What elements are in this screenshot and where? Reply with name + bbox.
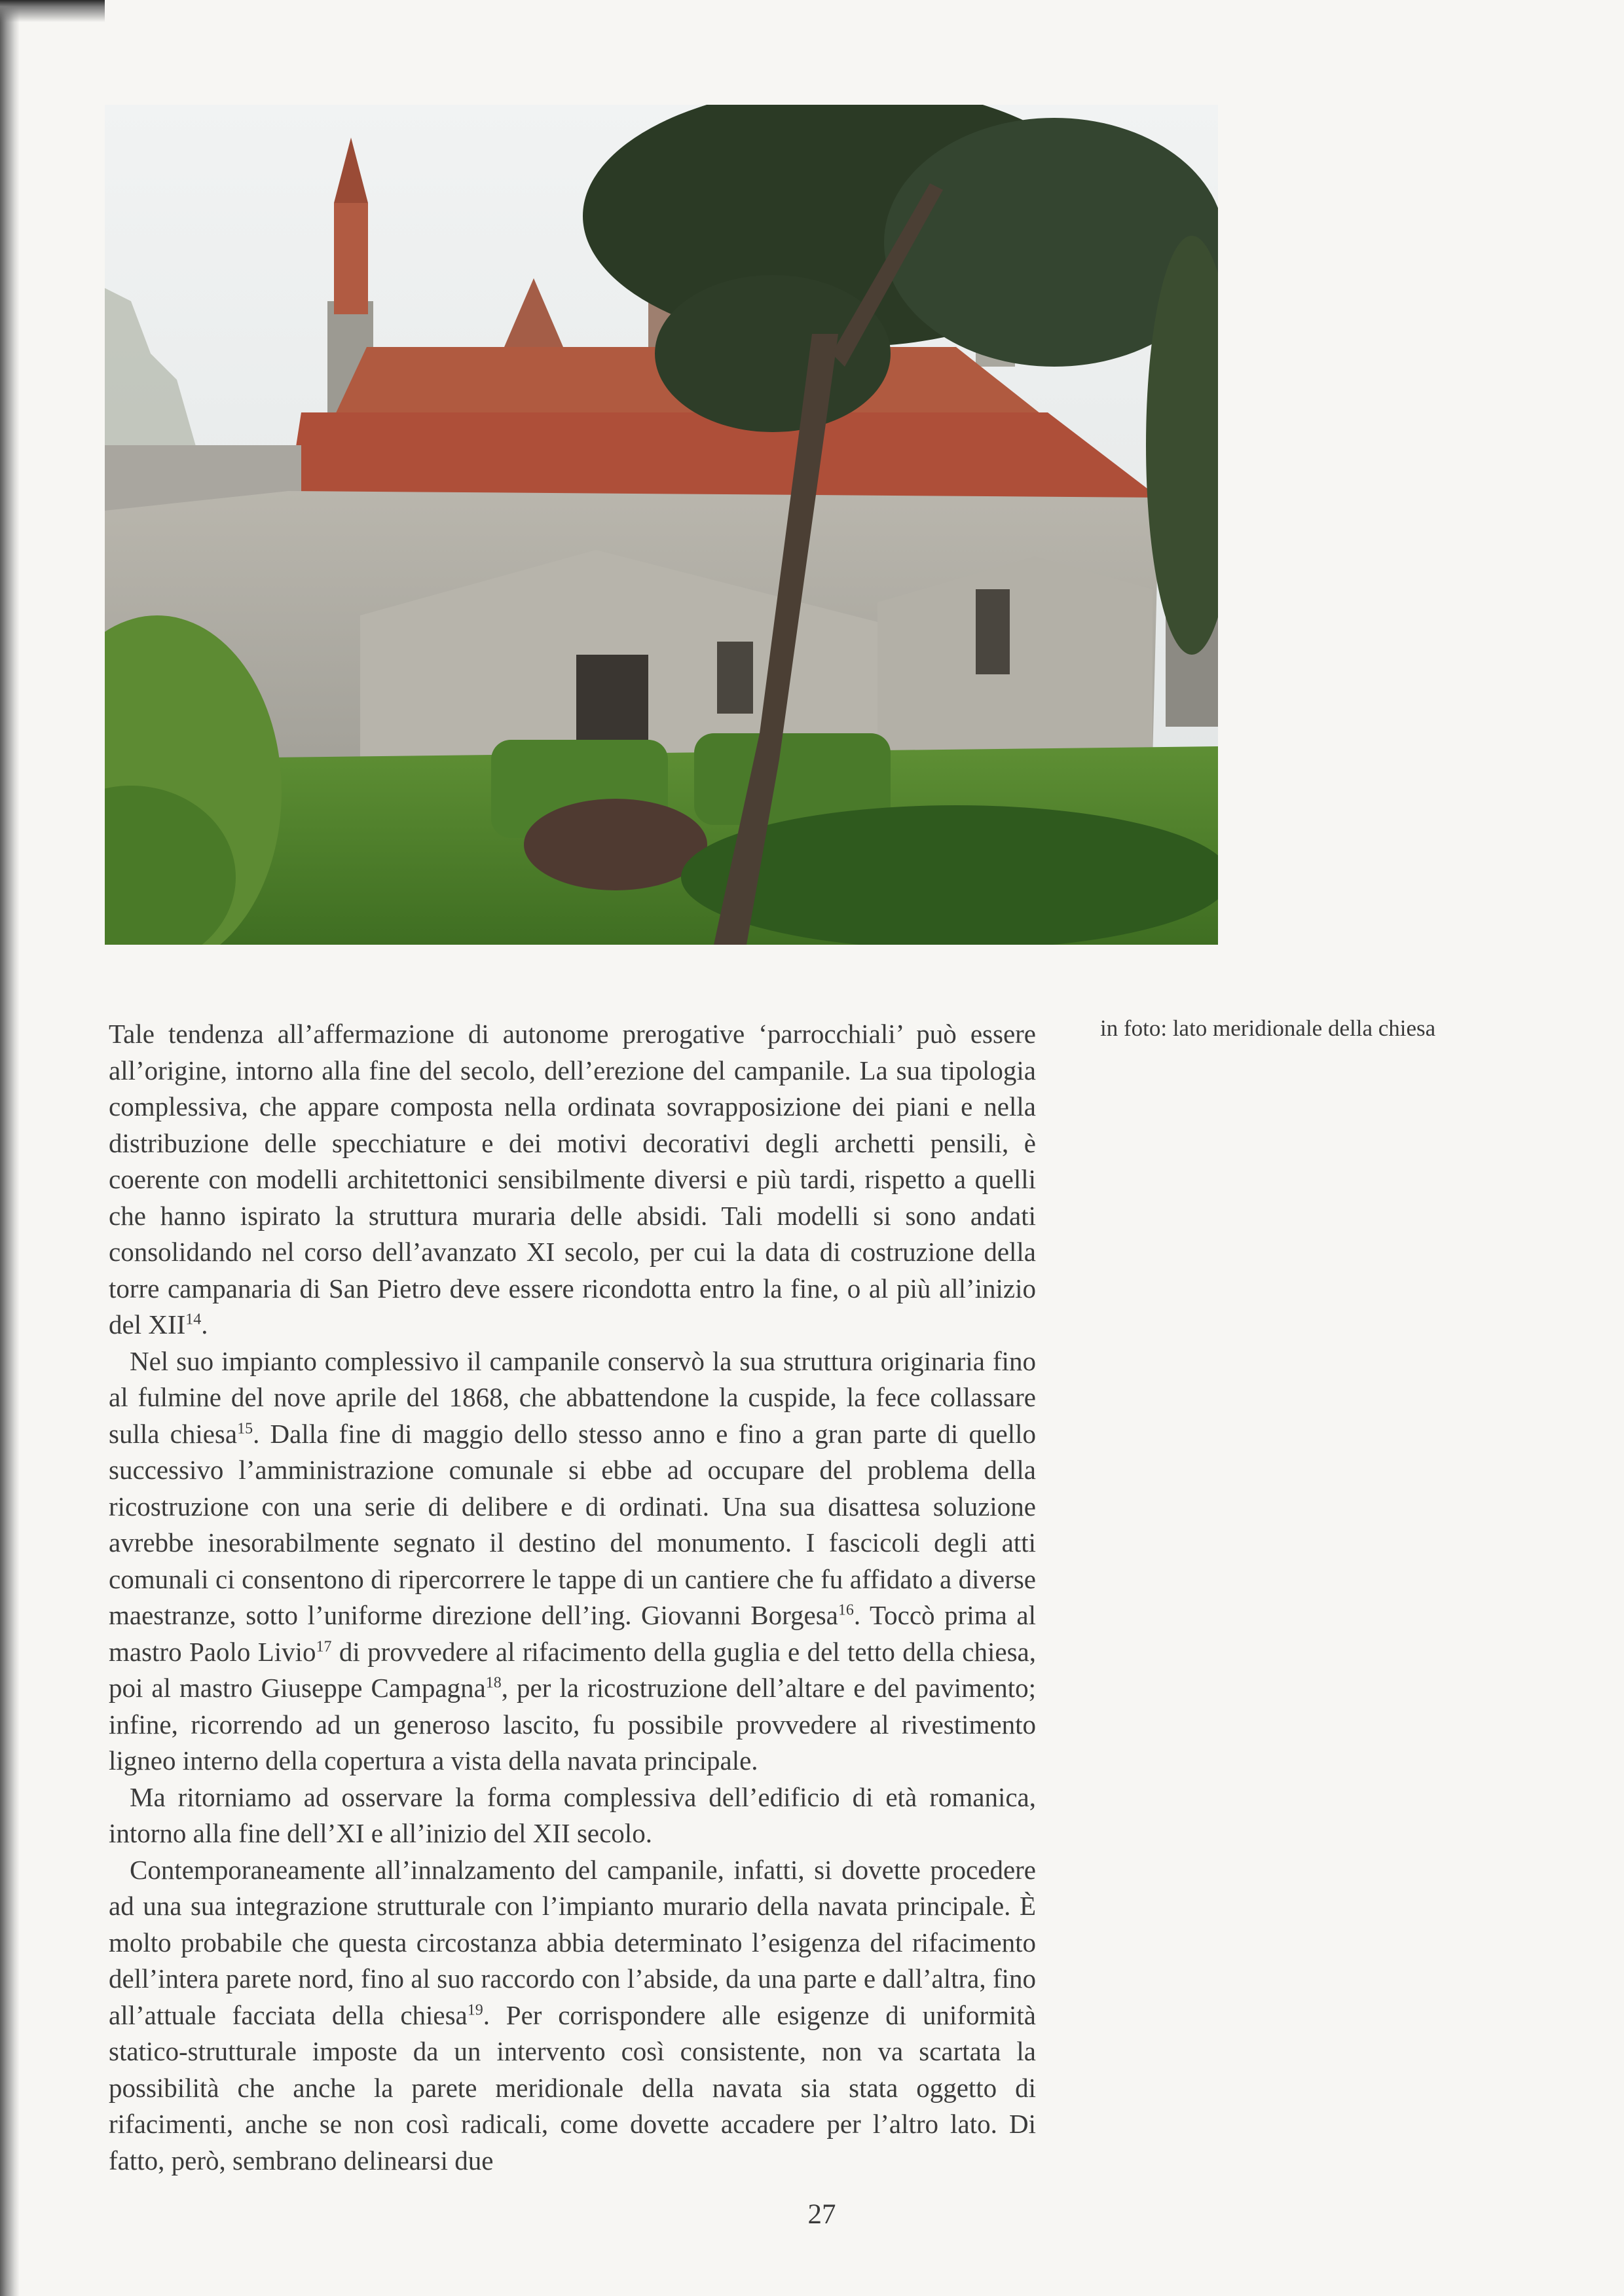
text-run: . Per corrispondere alle esigenze di uniformità statico-strutturale imposte da un intervento così consistente, non va scartata la possibilità che anche la parete meridionale della navata sia stata oggetto di rifacimenti, anche se non così radicali, come dovette accadere per l’altro lato. Di fatto, però, sembrano delinearsi due — [109, 1999, 1036, 2176]
text-run: . Toccò prima al mastro Paolo Livio — [109, 1600, 1036, 1667]
paragraph — [109, 1343, 1036, 1779]
footnote-ref: 15 — [237, 1419, 253, 1437]
footnote-ref: 14 — [185, 1311, 202, 1328]
body-text — [109, 1016, 1036, 2179]
church-photo — [105, 105, 1218, 945]
footnote-ref: 17 — [316, 1637, 332, 1655]
text-run: . Dalla fine di maggio dello stesso anno e fino a gran parte di quello successivo l’amministrazione comunale si ebbe ad occupare del problema della ricostruzione con una serie di delibere e di ordinati. Una sua disattesa soluzione avrebbe inesorabilmente segnato il destino del monumento. I fascicoli degli atti comunali ci consentono di ripercorrere le tappe di un cantiere che fu affidato a diverse maestranze, sotto l’uniforme direzione dell’ing. Giovanni Borgesa — [109, 1418, 1036, 1630]
binding-shadow — [0, 0, 20, 2296]
page-number: 27 — [807, 2199, 836, 2230]
text-run: . — [201, 1309, 208, 1339]
text-run: di provvedere al rifacimento della guglia e del tetto della chiesa, poi al mastro Giuseppe Campagna — [109, 1636, 1036, 1703]
footnote-ref: 16 — [838, 1601, 854, 1619]
photo-caption: in foto: lato meridionale della chiesa — [1100, 1015, 1436, 1041]
paragraph — [109, 1016, 1036, 1343]
scan-edge-shadow — [0, 0, 105, 22]
text-run: Nel suo impianto complessivo il campanile conservò la sua struttura originaria fino al fulmine del nove aprile del 1868, che abbattendone la cuspide, la fece collassare sulla chiesa — [109, 1345, 1036, 1449]
footnote-ref: 19 — [467, 2001, 483, 2018]
text-run: Ma ritorniamo ad osservare la forma complessiva dell’edificio di età romanica, intorno alla fine dell’XI e all’inizio del XII secolo. — [109, 1781, 1036, 1848]
paragraph — [109, 1779, 1036, 1852]
text-run: , per la ricostruzione dell’altare e del pavimento; infine, ricorrendo ad un generoso lascito, fu possibile provvedere al rivestimento ligneo interno della copertura a vista della navata principale. — [109, 1673, 1036, 1776]
footnote-ref: 18 — [485, 1674, 502, 1692]
text-run: Contemporaneamente all’innalzamento del campanile, infatti, si dovette procedere ad una sua integrazione strutturale con l’impianto murario della navata principale. È molto probabile che questa circostanza abbia determinato l’esigenza del rifacimento dell’intera parete nord, fino al suo raccordo con l’abside, da una parte e dall’altra, fino all’attuale facciata della chiesa — [109, 1854, 1036, 2030]
text-run: Tale tendenza all’affermazione di autonome prerogative ‘parrocchiali’ può essere all’origine, intorno alla fine del secolo, dell’erezione del campanile. La sua tipologia complessiva, che appare composta nella ordinata sovrapposizione dei piani e nella distribuzione delle specchiature e dei motivi decorativi degli archetti pensili, è coerente con modelli architettonici sensibilmente diversi e più tardi, rispetto a quelli che hanno ispirato la struttura muraria delle absidi. Tali modelli si sono andati consolidando nel corso dell’avanzato XI secolo, per cui la data di costruzione della torre campanaria di San Pietro deve essere ricondotta entro la fine, o al più all’inizio del XII — [109, 1019, 1036, 1339]
paragraph — [109, 1852, 1036, 2179]
